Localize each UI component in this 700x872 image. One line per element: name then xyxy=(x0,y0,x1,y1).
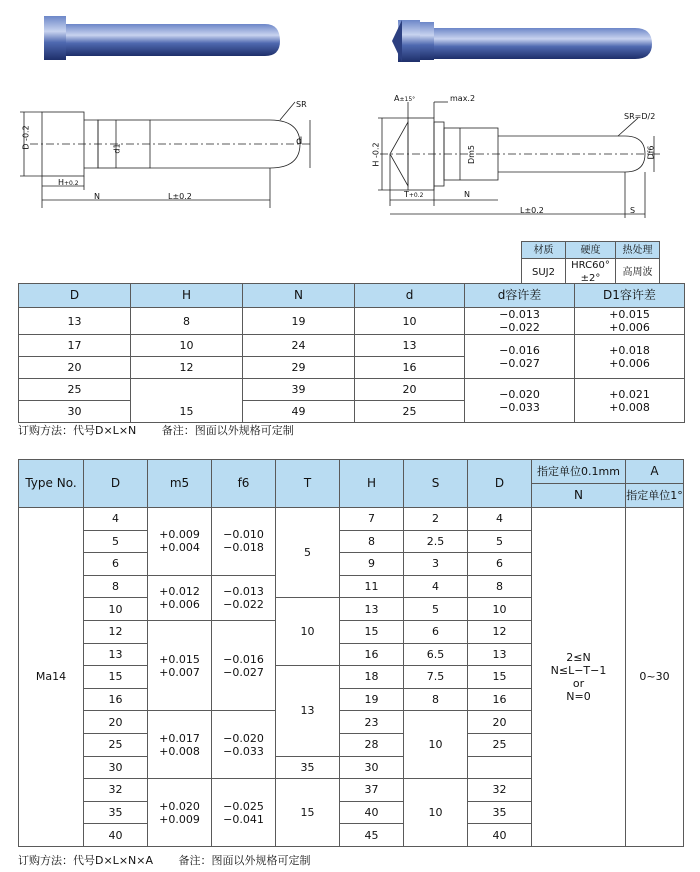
t1-header-h: H xyxy=(131,284,243,308)
t1-header-dtol: d容许差 xyxy=(465,284,575,308)
material-header: 材质 xyxy=(522,242,566,259)
t2-cell: 13 xyxy=(84,643,148,666)
t2-cell: 23 xyxy=(340,711,404,734)
t2-cell: 40 xyxy=(468,824,532,847)
t2-cell: +0.009 +0.004 xyxy=(148,508,212,576)
t2-cell: 28 xyxy=(340,733,404,756)
technical-drawing-1 xyxy=(10,90,320,220)
t2-cell: 32 xyxy=(84,779,148,802)
t2-cell: 10 xyxy=(404,779,468,847)
dim-df6-label: Df6 xyxy=(646,145,656,160)
t2-cell: 8 xyxy=(468,575,532,598)
dim-h-label: H+0.2 xyxy=(58,178,79,187)
t2-cell: 20 xyxy=(468,711,532,734)
t2-cell: 16 xyxy=(468,688,532,711)
material-value: SUJ2 xyxy=(522,259,566,286)
t2-cell: 37 xyxy=(340,779,404,802)
spec-table-1 xyxy=(18,283,685,423)
dim-n-label: N xyxy=(94,192,100,201)
t2-a-range: 0~30 xyxy=(626,508,684,847)
heat-value: 高周波 xyxy=(616,259,660,286)
t2-cell: +0.015 +0.007 xyxy=(148,620,212,710)
t2-cell: 16 xyxy=(340,643,404,666)
order-note: 备注：图面以外规格可定制 xyxy=(178,854,311,867)
t2-header-f6: f6 xyxy=(212,460,276,508)
t1-cell: 20 xyxy=(355,379,465,401)
t2-cell: 6 xyxy=(84,553,148,576)
t2-header-unit-deg: 指定单位1° xyxy=(626,484,684,508)
hardness-header: 硬度 xyxy=(566,242,616,259)
pin-photo-2 xyxy=(390,14,660,64)
t2-cell: 3 xyxy=(404,553,468,576)
t2-cell: 10 xyxy=(84,598,148,621)
t1-cell: 39 xyxy=(243,379,355,401)
material-table xyxy=(521,241,660,286)
t1-cell: 10 xyxy=(355,308,465,335)
dim-l2-label: L±0.2 xyxy=(520,206,544,215)
t1-cell: 25 xyxy=(19,379,131,401)
t2-cell: 4 xyxy=(468,508,532,531)
t2-cell: 12 xyxy=(84,620,148,643)
t2-cell: 7.5 xyxy=(404,666,468,689)
dim-dm5-label: Dm5 xyxy=(467,144,477,165)
t1-cell: 25 xyxy=(355,401,465,423)
t2-cell: 45 xyxy=(340,824,404,847)
t2-cell: 4 xyxy=(84,508,148,531)
t2-cell: −0.010 −0.018 xyxy=(212,508,276,576)
dim-small-d-label: d xyxy=(296,136,303,147)
dim-s-label: S xyxy=(630,206,636,215)
t2-header-unit-mm: 指定单位0.1mm xyxy=(532,460,626,484)
t2-cell: 35 xyxy=(468,801,532,824)
table-row xyxy=(19,379,685,401)
t2-cell: 15 xyxy=(276,779,340,847)
t2-cell: 6 xyxy=(404,620,468,643)
t2-cell: 12 xyxy=(468,620,532,643)
t1-cell: 8 xyxy=(131,308,243,335)
t1-header-d1tol: D1容许差 xyxy=(575,284,685,308)
t1-cell: 13 xyxy=(19,308,131,335)
table-row xyxy=(19,335,685,357)
t1-header-n: N xyxy=(243,284,355,308)
t2-cell: 5 xyxy=(404,598,468,621)
order-text: 订购方法：代号D×L×N xyxy=(18,424,137,437)
t2-cell: 10 xyxy=(404,711,468,779)
t2-cell: +0.020 +0.009 xyxy=(148,779,212,847)
t1-cell: 15 xyxy=(131,379,243,423)
t2-cell: 25 xyxy=(468,733,532,756)
t2-cell: 18 xyxy=(340,666,404,689)
t1-header-d: D xyxy=(19,284,131,308)
dim-d-label: D -0.2 xyxy=(21,125,31,150)
order-note: 备注：图面以外规格可定制 xyxy=(161,424,294,437)
t2-cell: +0.017 +0.008 xyxy=(148,711,212,779)
t1-cell: 30 xyxy=(19,401,131,423)
t2-header-t: T xyxy=(276,460,340,508)
t2-cell: 13 xyxy=(340,598,404,621)
t2-cell: 7 xyxy=(340,508,404,531)
t2-cell: 25 xyxy=(84,733,148,756)
t1-cell: −0.013 −0.022 xyxy=(465,308,575,335)
dim-t-label: T+0.2 xyxy=(404,190,424,199)
t2-cell: −0.025 −0.041 xyxy=(212,779,276,847)
t2-cell: 10 xyxy=(468,598,532,621)
t2-header-h: H xyxy=(340,460,404,508)
t2-cell: 30 xyxy=(84,756,148,779)
t2-cell: 5 xyxy=(84,530,148,553)
t2-cell: 40 xyxy=(340,801,404,824)
t2-cell: 20 xyxy=(84,711,148,734)
t1-cell: 29 xyxy=(243,357,355,379)
table-row xyxy=(19,308,685,335)
t1-cell: +0.018 +0.006 xyxy=(575,335,685,379)
t2-header-s: S xyxy=(404,460,468,508)
t2-cell: −0.013 −0.022 xyxy=(212,575,276,620)
t2-cell: 9 xyxy=(340,553,404,576)
t2-cell: 40 xyxy=(84,824,148,847)
t2-cell: 4 xyxy=(404,575,468,598)
t2-cell: 2.5 xyxy=(404,530,468,553)
t1-cell: +0.015 +0.006 xyxy=(575,308,685,335)
t1-cell: 13 xyxy=(355,335,465,357)
t2-header-type: Type No. xyxy=(19,460,84,508)
t2-cell: 13 xyxy=(468,643,532,666)
dim-d1-label: d1 xyxy=(112,143,122,154)
dim-h2-label: H -0.2 xyxy=(371,142,381,167)
t2-cell: 8 xyxy=(340,530,404,553)
t2-cell: 2 xyxy=(404,508,468,531)
t2-cell: 15 xyxy=(84,666,148,689)
t1-cell: 10 xyxy=(131,335,243,357)
t2-cell: 13 xyxy=(276,666,340,756)
t2-cell: 19 xyxy=(340,688,404,711)
heat-header: 热处理 xyxy=(616,242,660,259)
t2-cell: −0.016 −0.027 xyxy=(212,620,276,710)
t2-cell: 10 xyxy=(276,598,340,666)
t2-cell: 8 xyxy=(404,688,468,711)
t1-cell: 17 xyxy=(19,335,131,357)
hardness-value: HRC60°±2° xyxy=(566,259,616,286)
t1-cell: 16 xyxy=(355,357,465,379)
t2-header-d: D xyxy=(84,460,148,508)
dim-a-label: A±15° xyxy=(394,94,416,103)
t2-cell: 5 xyxy=(276,508,340,598)
t2-cell: 15 xyxy=(468,666,532,689)
t2-cell: 8 xyxy=(84,575,148,598)
order-method-1 xyxy=(18,422,316,438)
t1-cell: 20 xyxy=(19,357,131,379)
t1-cell: 24 xyxy=(243,335,355,357)
t2-cell: 5 xyxy=(468,530,532,553)
t2-n-rule: 2≤N N≤L−T−1 or N=0 xyxy=(532,508,626,847)
t2-header-m5: m5 xyxy=(148,460,212,508)
table-row xyxy=(19,508,684,531)
dim-sr-label: SR xyxy=(296,100,307,109)
dim-n2-label: N xyxy=(464,190,470,199)
t1-cell: 49 xyxy=(243,401,355,423)
t2-cell: +0.012 +0.006 xyxy=(148,575,212,620)
t2-cell: 35 xyxy=(84,801,148,824)
t2-cell: 16 xyxy=(84,688,148,711)
order-text: 订购方法：代号D×L×N×A xyxy=(18,854,154,867)
t2-cell: 15 xyxy=(340,620,404,643)
t1-cell: +0.021 +0.008 xyxy=(575,379,685,423)
t2-cell: 35 xyxy=(276,756,340,779)
dim-l-label: L±0.2 xyxy=(168,192,192,201)
t2-header-a: A xyxy=(626,460,684,484)
t2-cell: 11 xyxy=(340,575,404,598)
dim-max-label: max.2 xyxy=(450,94,476,103)
pin-photo-1 xyxy=(40,10,290,60)
t2-type-no: Ma14 xyxy=(19,508,84,847)
order-method-2 xyxy=(18,852,333,868)
t1-header-small-d: d xyxy=(355,284,465,308)
t2-cell: −0.020 −0.033 xyxy=(212,711,276,779)
spec-table-2 xyxy=(18,459,684,847)
t1-cell: 19 xyxy=(243,308,355,335)
t2-cell: 6.5 xyxy=(404,643,468,666)
t2-header-d2: D xyxy=(468,460,532,508)
dim-sr2-label: SR=D/2 xyxy=(624,112,656,121)
t1-cell: −0.016 −0.027 xyxy=(465,335,575,379)
t2-cell: 30 xyxy=(340,756,404,779)
t2-header-n: N xyxy=(532,484,626,508)
t2-cell: 32 xyxy=(468,779,532,802)
t1-cell: −0.020 −0.033 xyxy=(465,379,575,423)
t1-cell: 12 xyxy=(131,357,243,379)
t2-cell: 6 xyxy=(468,553,532,576)
